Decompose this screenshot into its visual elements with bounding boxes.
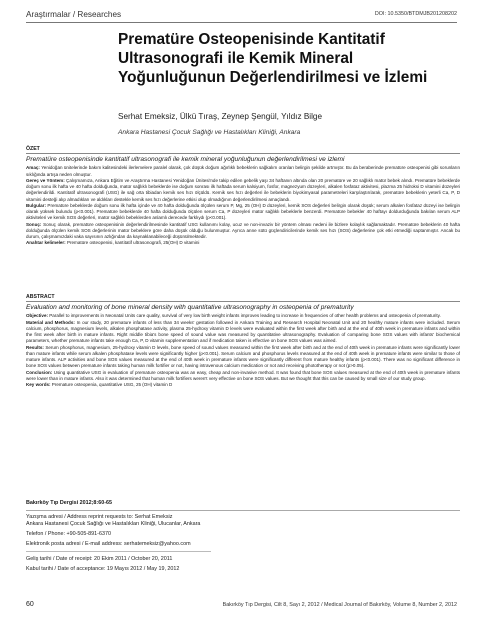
correspondence-phone: Telefon / Phone: +90-505-891-6370 — [26, 531, 111, 537]
date-accepted: Kabul tarihi / Date of acceptance: 19 Mayıs 2012 / May 19, 2012 — [26, 566, 180, 572]
page-number: 60 — [26, 601, 34, 608]
correspondence-block — [26, 514, 356, 573]
author-list: Serhat Emeksiz, Ülkü Tıraş, Zeynep Şengül, Yıldız Bilge — [118, 112, 323, 121]
affiliation: Ankara Hastanesi Çocuk Sağlığı ve Hastalıkları Kliniği, Ankara — [118, 129, 301, 136]
abstract-tr-paragraph: Sonuç: Sonuç olarak, prematüre osteopenisinin değerlendirilmesinde kantitatif USG kullanımı kolay, ucuz ve non-invaziv bir yöntem olması nedeni ile bizlere kolaylık sağlamaktadır. Prematüre bebeklerin 40 hafta dolduğunda ölçülen kemik SOS değerlerinin matür bebeklere göre daha düşük olduğu bulunmuştur. Ayrıca anne sütü güçlendiricilerinde kemik ses hızı (SOS) değerlerine çok etki etmediği saptanmıştır. Ancak bu durum, çalışmamızdaki vaka sayısının azlığından da kaynaklanabileceği düşünülmektedir. — [26, 221, 460, 240]
abstract-tr-paragraph: Gereç ve Yöntem: Çalışmamıza, Ankara Eğitim ve Araştırma Hastanesi Yenidoğan Ünitesi'nde takip edilen gebelik yaşı 34 haftanın altında olan 20 prematüre ve 20 sağlıklı matür bebek alındı. Prematüre bebeklerde doğum sonu ilk hafta ve 40 hafta dolduğunda, matür sağlıklı bebeklerde ise doğum sonrası ilk haftada serum kalsiyum, fosfor, magnezyum düzeyleri, alkalen fosfataz aktivitesi, plazma 25 hidroksi D vitamini düzeyleri değerlendirildi. Kantitatif ultrasonografi (USG) ile sağ orta tibiadan kemik ses hızı ölçüldü. Kemik ses hızı değerleri ile bebeklerin biyokimyasal parametreleri karşılaştırılarak, prematüre bebeklerin yeterli Ca, P, D vitamini desteği alıp almadıkları ve aldıkları destekle kemik ses hızı değerlerine etkisi olup olmadığının değerlendirilmesi amaçlandı. — [26, 177, 460, 202]
abstract-en-paragraph: Objective: Parallel to improvements in Neonatal Units care quality, survival of very low birth weight infants improves leading to increase in frequencies of other health problems and osteopenia of prematurity. — [26, 313, 441, 319]
abstract-en-paragraph: Results: Serum phosphorus, magnesium, 25-hydroxy vitamin D levels, bone speed of sound values measured within the first week after birth and at the end of 40th week in premature infants were significantly lower than mature infants while serum alkalen phosphatase levels were significantly higher (p<0.001). Serum calcium and phosphorus levels measured at the end of 40th week in premature infants were similar to those of mature infants. ALP activities and bone SOS values measured at the end of 40th week in premature infants were significantly different from mature healthy infants (p<0.001). There was no significant difference in bone SOS values between premature infants taking human milk fortifier or not, having intravenous calcium medication or not and receiving phototherapy or not (p>0.05). — [26, 344, 460, 369]
correspondence-divider — [26, 551, 211, 552]
abstract-tr-divider — [26, 153, 460, 154]
abstract-tr-title: Prematüre osteopenisinde kantitatif ultrasonografi ile kemik mineral yoğunluğunun değerlendirilmesi ve izlemi — [26, 156, 345, 163]
correspondence-email[interactable]: Elektronik posta adresi / E-mail address: serhatemeksiz@yahoo.com — [26, 541, 191, 547]
abstract-en-keywords: Key words: Premature osteopenia, quantitative USG, 25 (OH) vitamin D — [26, 382, 173, 388]
abstract-en-paragraph: Material and Methods: In our study, 20 premature infants of less than 34 weeks' gestation followed in Ankara Training and Research Hospital Neonatal Unit and 20 healthy mature infants were included. Serum calcium, phosphorus, magnesium levels, alkalen phosphatase activity, plasma 25-hydroxy vitamin D levels were evaluated within the first week after birth and at the end of 40th week in premature infants and within the first week after birth in mature infants. Right middle tibia's bone speed of sound value was measured by quantitative ultrasonography. Evaluation of comparing bone SOS values with infants' biochemical parameters, whether premature infants take enough Ca, P, D vitamin supplementation and if medication taken is effective on bone SOS values was aimed. — [26, 319, 461, 344]
abstract-tr-paragraph: Bulgular: Prematüre bebeklerde doğum sonu ilk hafta içinde ve 40 hafta dolduğunda ölçülen serum P, Mg, 25 (OH) D düzeyleri, kemik SOS değerleri belirgin olarak düşük; serum alkalen fosfataz düzeyi ise belirgin olarak yüksek bulundu (p<0.001). Prematüre bebeklerde 40 hafta dolduğunda ölçülen serum Ca, P düzeyleri matür sağlıklı bebeklerle benzerdi. Prematüre bebekler 40 haftayı doldurduğunda bakılan serum ALP aktiviteleri ve kemik SOS değerleri, matür sağlıklı bebeklerden anlamlı derecede farklıydı (p<0.001). — [26, 202, 460, 221]
page-header — [26, 6, 457, 22]
section-label: Araştırmalar / Researches — [26, 10, 122, 19]
abstract-en-title: Evaluation and monitoring of bone mineral density with quantitative ultrasonography in osteopenia of prematurity — [26, 304, 354, 311]
abstract-en-paragraph: Conclusion: Using quantitative USG in evaluation of premature osteopenia was an easy, cheap and non-invasive method. It was found that bone SOS values measured at the end of 40th week in premature infants were lower than in mature infants. Also it was determined that human milk fortifiers weren't very effective on bone SOS values. But we thought that this can be caused by small size of our study group. — [26, 369, 460, 381]
footer-journal: Bakırköy Tıp Dergisi, Cilt 8, Sayı 2, 2012 / Medical Journal of Bakırköy, Volume 8, Number 2, 2012 — [222, 602, 457, 608]
correspondence-institution: Ankara Hastanesi Çocuk Sağlığı ve Hastalıkları Kliniği, Ulucanlar, Ankara — [26, 521, 201, 527]
abstract-tr-keywords: Anahtar kelimeler: Prematüre osteopenisi, kantitatif ultrasonografi, 25(OH) D vitamini — [26, 240, 200, 246]
abstract-english — [26, 294, 460, 388]
article-title: Prematüre Osteopenisinde Kantitatif Ultrasonografi ile Kemik Mineral Yoğunluğunun Değerlendirilmesi ve İzlemi — [118, 31, 428, 86]
correspondence-author: Yazışma adresi / Address reprint requests to: Serhat Emeksiz — [26, 514, 173, 520]
abstract-en-divider — [26, 301, 460, 302]
journal-citation: Bakırköy Tıp Dergisi 2012;8:60-65 — [26, 500, 112, 506]
header-divider — [26, 22, 457, 23]
abstract-tr-label: ÖZET — [26, 146, 40, 152]
date-received: Geliş tarihi / Date of receipt: 20 Ekim 2011 / October 20, 2011 — [26, 556, 173, 562]
abstract-turkish — [26, 146, 460, 247]
abstract-tr-paragraph: Amaç: Yenidoğan ünitelerinde bakım kalitesindeki ilerlemelere paralel olarak, çok düşük doğum ağırlıklı bebeklerin sağkalım oranları belirgin şekilde artmıştır. Bu da beraberinde prematüre osteopenisi gibi sorunların sıklığında artışa neden olmuştur. — [26, 165, 460, 177]
citation-divider — [26, 510, 460, 511]
doi-label[interactable]: DOI: 10.5350/BTDMJB201208202 — [374, 11, 457, 17]
abstract-en-label: ABSTRACT — [26, 294, 55, 300]
